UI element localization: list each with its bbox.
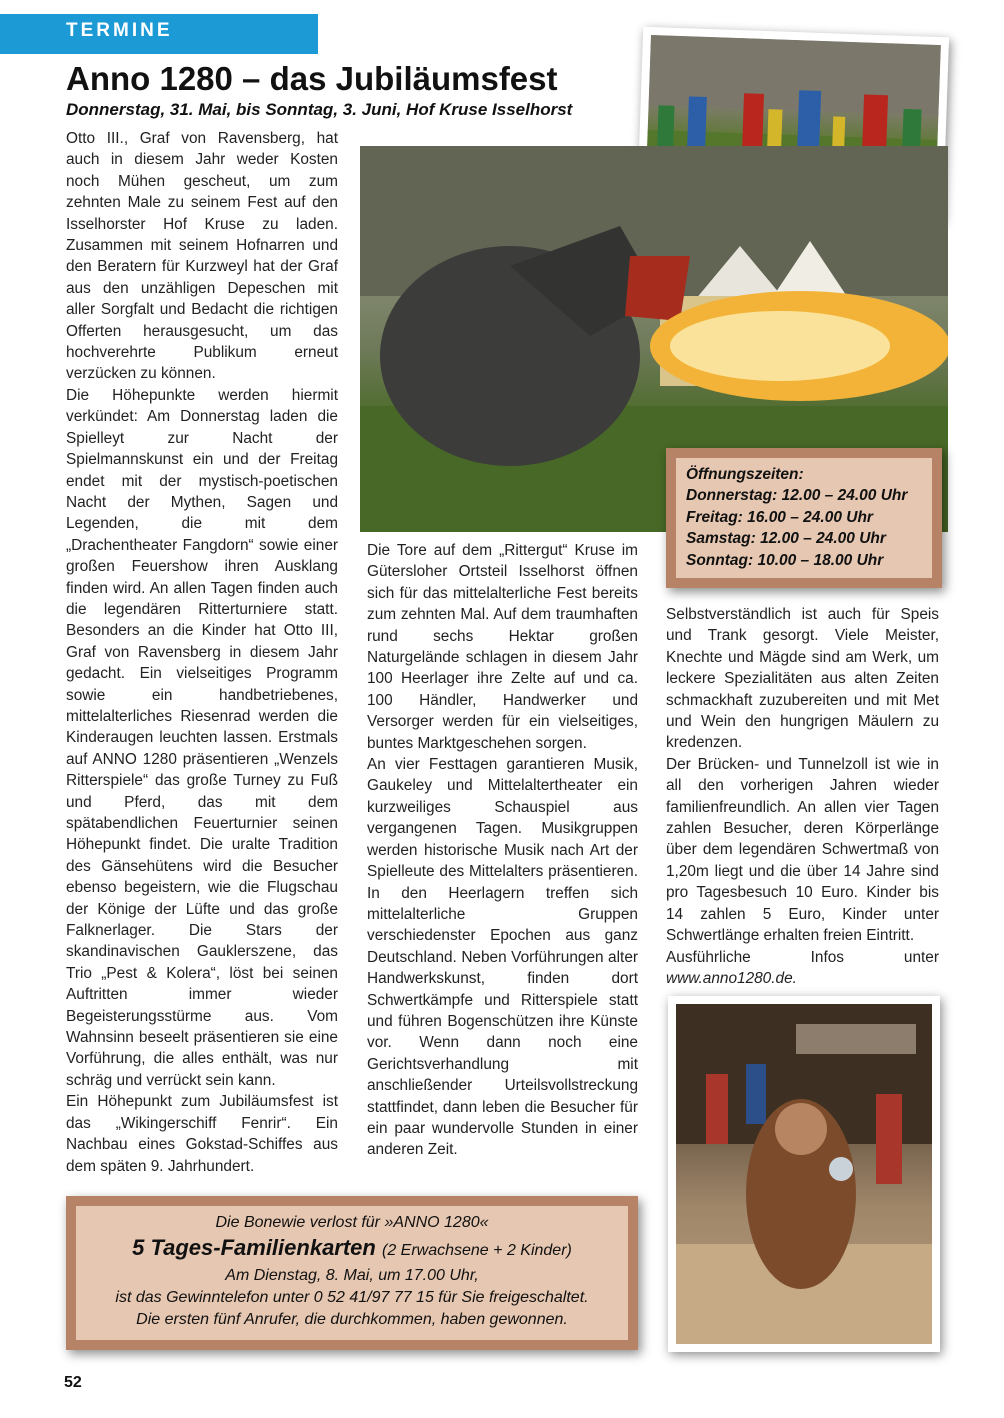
- article-column-3: [666, 604, 939, 989]
- page-number: 52: [64, 1374, 82, 1391]
- prize-rules: Die ersten fünf Anrufer, die durchkommen, haben gewonnen.: [136, 1311, 568, 1328]
- juggler-photo-frame: [668, 996, 940, 1352]
- prize-box: [66, 1196, 638, 1350]
- article-paragraph: Otto III., Graf von Ravensberg, hat auch in diesem Jahr weder Kosten noch Mühen gescheut, um zum zehnten Male zu seinem Fest auf den Isselhorster Hof Kruse zu laden. Zusammen mit seinem Hofnarren und den Beratern für Kurzweyl hat der Graf aus den unzähligen Depeschen mit aller Sorgfalt und Bedacht die richtigen Offerten herausgesucht, um das hochverehrte Publikum erneut verzücken zu können.: [66, 130, 338, 383]
- juggler-illustration: [676, 1004, 932, 1344]
- prize-headline-note: (2 Erwachsene + 2 Kinder): [381, 1242, 572, 1259]
- website-link[interactable]: www.anno1280.de.: [666, 969, 797, 987]
- article-column-1: [66, 128, 338, 1177]
- article-paragraph: Ein Höhepunkt zum Jubiläumsfest ist das „Wikingerschiff Fenrir“. Ein Nachbau eines Gokstad-Schiffes aus dem späten 9. Jahrhundert.: [66, 1093, 338, 1175]
- prize-phone: ist das Gewinntelefon unter 0 52 41/97 77 15 für Sie freigeschaltet.: [115, 1289, 589, 1306]
- opening-hours-line: Freitag: 16.00 – 24.00 Uhr: [686, 508, 873, 526]
- prize-headline: [76, 1234, 628, 1265]
- section-label: TERMINE: [0, 14, 318, 54]
- prize-intro: Die Bonewie verlost für »ANNO 1280«: [215, 1214, 489, 1231]
- opening-hours-heading: Öffnungszeiten:: [686, 466, 804, 483]
- article-column-2: [367, 540, 638, 1161]
- article-paragraph: Die Höhepunkte werden hiermit verkündet: Am Donnerstag laden die Spielleyt zur Nacht der Spielmannskunst ein und der Freitag endet mit der mystisch-poetischen Nacht der Mythen, Sagen und Legenden, die mit dem „Drachentheater Fangdorn“ sowie einer großen Feuershow ihren Ausklang finden wird. An allen Tagen finden auch die legendären Ritterturniere statt. Besonders an die Kinder hat Otto III, Graf von Ravensberg in diesem Jahr gedacht. Ein vielseitiges Programm sowie ein handbetriebenes, mittelalterliches Riesenrad werden die Kinderaugen leuchten lassen. Erstmals auf ANNO 1280 präsentieren „Wenzels Ritterspiele“ das große Turney zu Fuß und Pferd, das mit dem spätabendlichen Feuerturnier seinen Höhepunkt findet. Die uralte Tradition des Gänsehütens wird die Besucher ebenso begeistern, wie die Flugschau der Könige der Lüfte und das große Falknerlager. Die Stars der skandinavischen Gauklerszene, das Trio „Pest & Kolera“, löst bei seinen Auftritten immer wieder Begeisterungsstürme aus. Vom Wahnsinn beseelt präsentieren sie eine Vorführung, die alles enthält, was nur schräg und verrückt sein kann.: [66, 386, 338, 1089]
- prize-headline-text: 5 Tages-Familienkarten: [132, 1235, 376, 1260]
- article-paragraph: Selbstverständlich ist auch für Speis und Trank gesorgt. Viele Meister, Knechte und Mägde sind am Werk, um leckere Spezialitäten aus alten Zeiten schmackhaft zuzubereiten und mit Met und Wein den hungrigen Mäulern zu kredenzen.: [666, 606, 939, 752]
- article-paragraph: Die Tore auf dem „Rittergut“ Kruse im Gütersloher Ortsteil Isselhorst öffnen sich für das mittelalterliche Fest bereits zum zehnten Mal. Auf dem traumhaften rund sechs Hektar großen Naturgelände schlagen in diesem Jahr 100 Heerlager ihre Zelte auf und ca. 100 Händler, Handwerker und Versorger werden für ein vielseitiges, buntes Marktgeschehen sorgen.: [367, 542, 638, 752]
- opening-hours-box: [666, 448, 942, 588]
- opening-hours-line: Sonntag: 10.00 – 18.00 Uhr: [686, 551, 884, 569]
- page-title: Anno 1280 – das Jubiläumsfest: [66, 60, 558, 97]
- page-subtitle: Donnerstag, 31. Mai, bis Sonntag, 3. Juni, Hof Kruse Isselhorst: [66, 100, 573, 119]
- info-paragraph: [666, 947, 939, 990]
- article-paragraph: An vier Festtagen garantieren Musik, Gaukeley und Mittelaltertheater ein kurzweiliges Schauspiel aus vergangenen Tagen. Musikgruppen werden historische Musik nach Art der Spielleute des Mittelalters präsentieren. In den Heerlagern treffen sich mittelalterliche Gruppen verschiedenster Epochen aus ganz Deutschland. Neben Vorführungen alter Handwerkskunst, finden dort Schwertkämpfe und Ritterspiele statt und führen Bogenschützen ihre Künste vor. Wenn dann noch eine Gerichtsverhandlung mit anschließender Urteilsvollstreckung stattfindet, dann leben die Besucher für ein paar wundervolle Stunden in einer anderen Zeit.: [367, 756, 638, 1159]
- article-paragraph: Der Brücken- und Tunnelzoll ist wie in all den vorherigen Jahren wieder familienfreundlich. An allen vier Tagen zahlen Besucher, deren Körperlänge über dem legendären Schwertmaß von 1,20m liegt und die über 14 Jahre sind pro Tagesbesuch 10 Euro. Kinder bis 14 zahlen 5 Euro, Kinder unter Schwertlänge erhalten freien Eintritt.: [666, 755, 939, 945]
- opening-hours-line: Samstag: 12.00 – 24.00 Uhr: [686, 530, 886, 548]
- juggler-photo: [676, 1004, 932, 1344]
- prize-date: Am Dienstag, 8. Mai, um 17.00 Uhr,: [225, 1267, 479, 1284]
- opening-hours-line: Donnerstag: 12.00 – 24.00 Uhr: [686, 487, 908, 505]
- info-prefix: Ausführliche Infos unter: [666, 948, 939, 966]
